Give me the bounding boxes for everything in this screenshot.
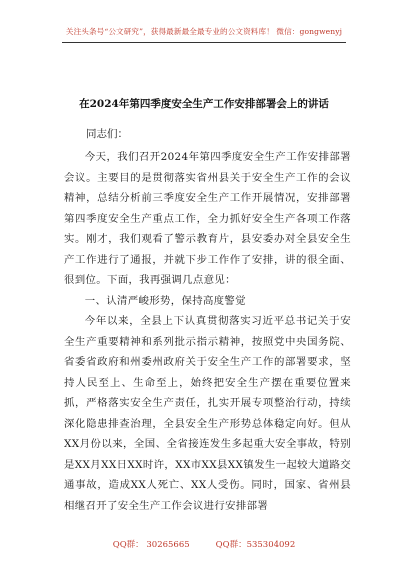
promo-footer — [0, 538, 408, 550]
section-heading-1: 一、认清严峻形势，保持高度警觉 — [84, 294, 246, 307]
document-body — [64, 147, 351, 516]
qq-group-1: QQ群： 30265665 — [112, 540, 190, 550]
promo-header: 关注头条号“公文研究”，获得最新最全最专业的公文资料库！ 微信：gongwenyj — [65, 27, 343, 36]
paragraph-intro: 今天，我们召开2024年第四季度安全生产工作安排部署会议。主要目的是贯彻落实省州县关于安全生产工作的会议精神，总结分析前三季度安全生产工作开展情况，安排部署第四季度安全生产重点工作，全力抓好安全生产各项工作落实。刚才，我们观看了警示教育片，县安委办对全县安全生产工作进行了通报，并就下步工作作了安排，讲的很全面、很到位。下面，我再强调几点意见： — [64, 151, 351, 286]
paragraph-situation: 今年以来，全县上下认真贯彻落实习近平总书记关于安全生产重要精神和系列批示指示精神，按照党中央国务院、省委省政府和州委州政府关于安全生产工作的部署要求，坚持人民至上、生命至上，始终把安全生产摆在重要位置来抓，严格落实安全生产责任，扎实开展专项整治行动，持续深化隐患排查治理，全县安全生产形势总体稳定向好。但从XX月份以来，全国、全省接连发生多起重大安全事故，特别是XX月XX日XX时许，XX市XX县XX镇发生一起较大道路交通事故，造成XX人死亡、XX人受伤。同时，国家、省州县相继召开了安全生产工作会议进行安排部署 — [64, 315, 351, 512]
salutation: 同志们： — [86, 128, 128, 140]
qq-group-2: QQ群：535304092 — [215, 540, 296, 550]
document-title: 在2024年第四季度安全生产工作安排部署会上的讲话 — [79, 98, 329, 110]
header-divider — [62, 42, 346, 43]
